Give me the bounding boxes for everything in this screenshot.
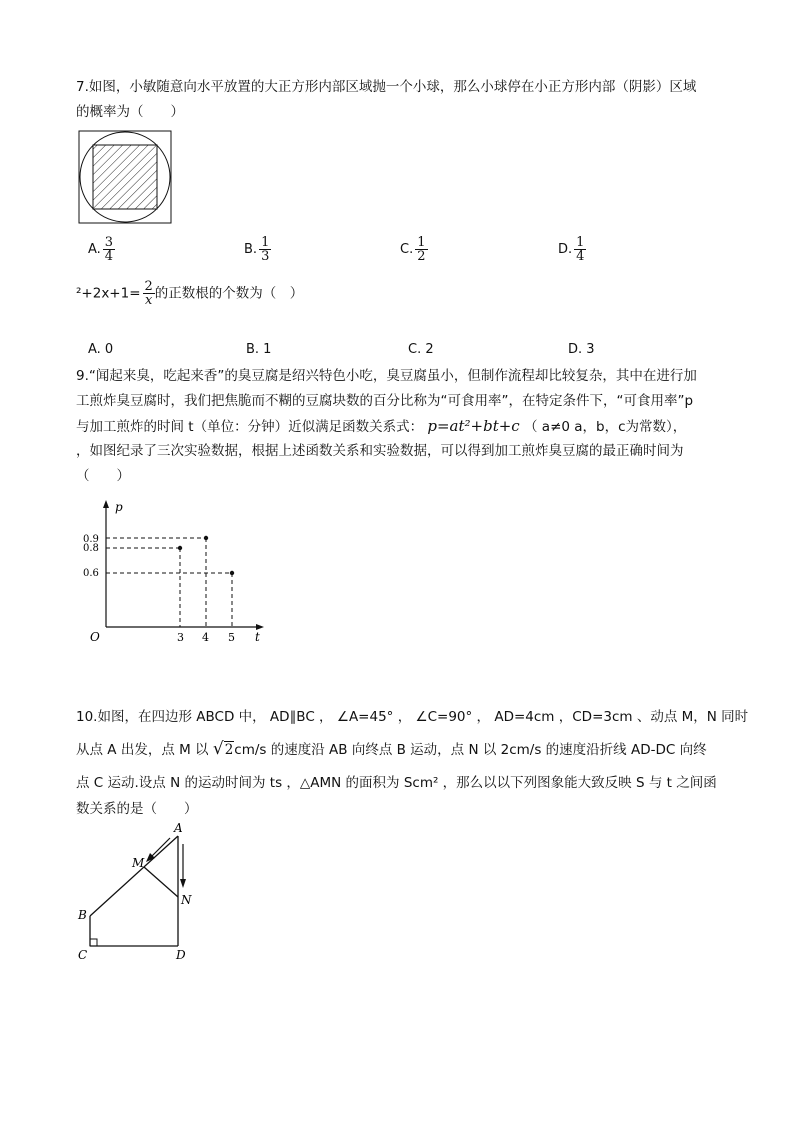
option-label: B.: [244, 242, 258, 257]
q8-option-a[interactable]: A. 0: [88, 342, 114, 357]
q10-line4: 数关系的是（ ）: [76, 801, 198, 817]
denominator: x: [144, 293, 153, 308]
x-tick-3: 3: [177, 631, 184, 644]
denominator: 4: [104, 249, 114, 264]
q7-line1: 7.如图，小敏随意向水平放置的大正方形内部区域抛一个小球，那么小球停在小正方形内部（阴影）区域: [76, 79, 697, 95]
q7-small-square: [93, 145, 157, 209]
numerator: 3: [104, 235, 114, 250]
q9-line4: ，如图纪录了三次实验数据，根据上述函数关系和实验数据，可以得到加工煎炸臭豆腐的最正确时间为: [76, 443, 684, 459]
option-label: C.: [400, 242, 414, 257]
m-direction-arrow: [150, 838, 170, 858]
q8-stem: [76, 280, 303, 307]
sqrt-radicand: 2: [224, 742, 234, 758]
sqrt-symbol: √: [212, 739, 224, 759]
fraction: [415, 236, 427, 263]
point-3-0.8: [178, 546, 182, 550]
y-tick-0.6: 0.6: [83, 568, 99, 579]
label-b: B: [78, 908, 87, 922]
numerator: 1: [576, 235, 585, 250]
n-arrowhead: [180, 879, 186, 888]
fraction: [103, 236, 115, 263]
numerator: 2: [144, 279, 153, 294]
label-n: N: [181, 893, 192, 907]
q8-option-d[interactable]: D. 3: [568, 342, 595, 357]
x-tick-5: 5: [228, 631, 235, 644]
denominator: 3: [261, 249, 270, 264]
denominator: 2: [417, 249, 426, 264]
y-axis-label: p: [115, 500, 123, 514]
point-5-0.6: [230, 571, 234, 575]
q10-line2: [76, 740, 707, 759]
q9-formula: p=at²+bt+c: [427, 417, 520, 435]
q8-prefix: ²+2x+1=: [76, 285, 141, 302]
y-tick-0.9: 0.9: [83, 534, 99, 545]
label-d: D: [176, 948, 186, 962]
x-axis-label: t: [255, 630, 260, 644]
side-ba: [90, 836, 178, 916]
option-label: A.: [88, 242, 101, 257]
q9-line3-text: 与加工煎炸的时间 t（单位：分钟）近似满足函数关系式：: [76, 419, 424, 435]
q10-line2-text: 从点 A 出发，点 M 以: [76, 742, 209, 758]
q8-option-c[interactable]: C. 2: [408, 342, 434, 357]
q8-fraction: [143, 280, 155, 307]
q7-option-c[interactable]: [400, 236, 428, 263]
label-m: M: [132, 856, 145, 870]
q7-option-d[interactable]: [558, 236, 586, 263]
q8-suffix: 的正数根的个数为（ ）: [154, 285, 304, 302]
q7-figure: [78, 130, 174, 226]
point-4-0.9: [204, 536, 208, 540]
q7-option-b[interactable]: [244, 236, 271, 263]
q10-line3: 点 C 运动.设点 N 的运动时间为 ts ，△AMN 的面积为 Scm² ，那么以以下列图象能大致反映 S 与 t 之间函: [76, 775, 717, 791]
q9-line5: （ ）: [76, 468, 130, 484]
q9-line2: 工煎炸臭豆腐时，我们把焦脆而不糊的豆腐块数的百分比称为“可食用率”，在特定条件下，“可食用率”p: [76, 393, 694, 409]
q10-line1: 10.如图，在四边形 ABCD 中， AD∥BC ， ∠A=45° ， ∠C=90° ， AD=4cm ，CD=3cm 、动点 M，N 同时: [76, 709, 749, 725]
segment-mn: [144, 867, 178, 897]
q10-line2-tail: cm/s 的速度沿 AB 向终点 B 运动，点 N 以 2cm/s 的速度沿折线 AD-DC 向终: [234, 742, 707, 758]
option-label: D.: [558, 242, 573, 257]
q10-figure: [70, 818, 210, 968]
q7-option-a[interactable]: [88, 236, 115, 263]
label-a: A: [174, 821, 183, 835]
y-axis-arrow: [103, 500, 109, 508]
denominator: 4: [576, 249, 585, 264]
q7-line2: 的概率为（ ）: [76, 104, 184, 120]
q9-line3-tail: （ a≠0 a，b，c为常数），: [524, 419, 687, 435]
q9-line3: [76, 417, 686, 436]
x-tick-4: 4: [202, 631, 209, 644]
y-tick-0.8: 0.8: [83, 543, 99, 554]
q8-option-b[interactable]: B. 1: [246, 342, 272, 357]
label-c: C: [78, 948, 88, 962]
fraction: [574, 236, 586, 263]
numerator: 1: [417, 235, 426, 250]
right-angle-mark: [90, 939, 97, 946]
numerator: 1: [261, 235, 270, 250]
fraction: [259, 236, 271, 263]
origin-label: O: [90, 630, 100, 644]
q9-chart: [75, 495, 275, 650]
q9-line1: 9.“闻起来臭，吃起来香”的臭豆腐是绍兴特色小吃，臭豆腐虽小，但制作流程却比较复杂，其中在进行加: [76, 368, 697, 384]
